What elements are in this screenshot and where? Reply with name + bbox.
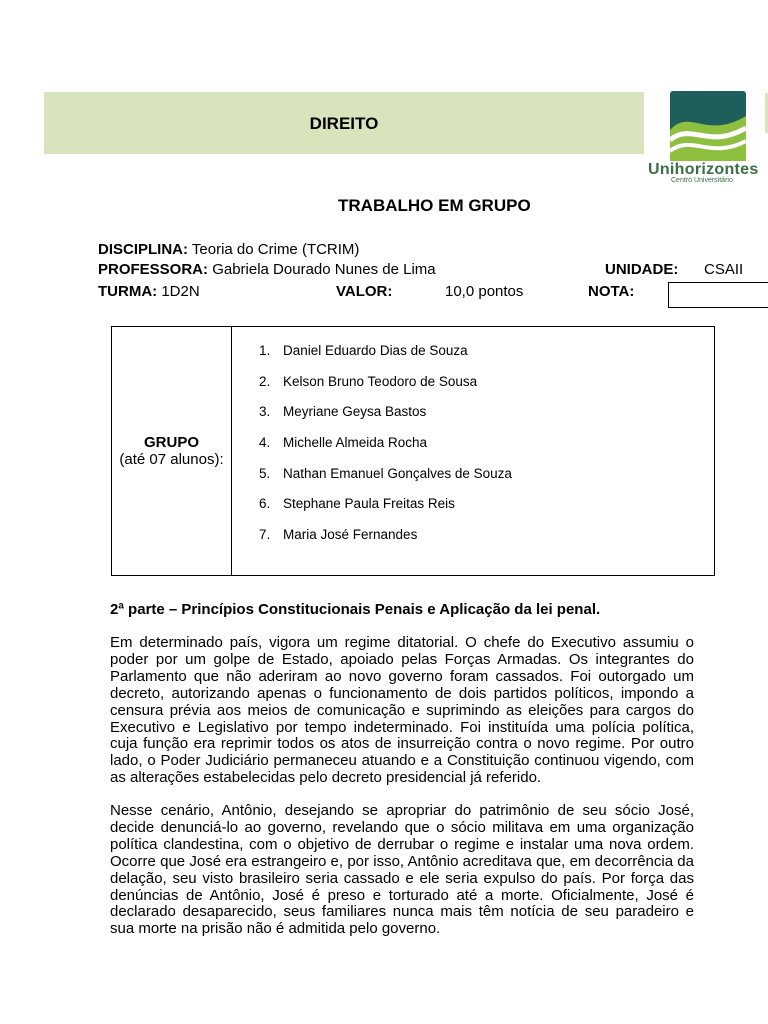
member-list: [259, 343, 512, 558]
paragraph-2: Nesse cenário, Antônio, desejando se apropriar do patrimônio de seu sócio José, decide denunciá-lo ao governo, revelando que o sócio militava em uma organização política clandestina, com o objetivo de derrubar o regime e instalar uma nova ordem. Ocorre que José era estrangeiro e, por isso, Antônio acreditava que, em decorrência da delação, seu visto brasileiro seria cassado e ele seria expulso do país. Por força das denúncias de Antônio, José é preso e torturado até a morte. Oficialmente, José é declarado desaparecido, seus familiares nunca mais têm notícia de seu paradeiro e sua morte na prisão não é admitida pelo governo.: [110, 802, 694, 938]
turma-label: TURMA:: [98, 283, 158, 300]
professora-value: Gabriela Dourado Nunes de Lima: [212, 261, 436, 278]
disciplina-row: [98, 241, 359, 258]
professora-label: PROFESSORA:: [98, 261, 209, 278]
nota-label: NOTA:: [588, 283, 635, 300]
nota-field[interactable]: [668, 282, 768, 308]
disciplina-value: Teoria do Crime (TCRIM): [191, 241, 360, 258]
group-table: [111, 326, 715, 576]
list-item: 2. Kelson Bruno Teodoro de Sousa: [259, 373, 478, 389]
turma-row: [98, 283, 200, 300]
table-divider: [231, 327, 232, 575]
paragraph-1: Em determinado país, vigora um regime ditatorial. O chefe do Executivo assumiu o poder por um golpe de Estado, apoiado pelas Forças Armadas. Os integrantes do Parlamento que não aderiram ao novo governo foram cassados. Foi outorgado um decreto, autorizando apenas o funcionamento de dois partidos políticos, impondo a censura prévia aos meios de comunicação e suprimindo as eleições para cargos do Executivo e Legislativo por tempo indeterminado. Foi instituída uma polícia política, cuja função era reprimir todos os atos de insurreição contra o novo regime. Por outro lado, o Poder Judiciário permaneceu atuando e a Constituição continuou vigendo, com as alterações estabelecidas pelo decreto presidencial já referido.: [110, 634, 694, 787]
unidade-value: CSAII: [704, 261, 744, 278]
logo-subtitle: Centro Universitário: [671, 177, 733, 184]
header-banner: [44, 92, 644, 154]
group-label: GRUPO: [143, 434, 199, 451]
group-sublabel: (até 07 alunos):: [119, 451, 224, 468]
logo-text: Unihorizontes: [648, 161, 759, 178]
group-label-cell: [112, 434, 231, 468]
list-item: 7. Maria José Fernandes: [259, 527, 418, 543]
turma-value: 1D2N: [161, 283, 200, 300]
valor-value: 10,0 pontos: [445, 283, 524, 300]
professora-row: [98, 261, 436, 278]
list-item: 1. Daniel Eduardo Dias de Souza: [259, 343, 468, 358]
valor-label: VALOR:: [336, 283, 393, 300]
unidade-label: UNIDADE:: [605, 261, 679, 278]
list-item: 5. Nathan Emanuel Gonçalves de Souza: [259, 465, 512, 481]
banner-title: DIREITO: [309, 114, 379, 133]
list-item: 6. Stephane Paula Freitas Reis: [259, 496, 455, 512]
disciplina-label: DISCIPLINA:: [98, 241, 188, 258]
list-item: 4. Michelle Almeida Rocha: [259, 435, 428, 451]
section-heading: 2ª parte – Princípios Constitucionais Penais e Aplicação da lei penal.: [110, 601, 601, 618]
list-item: 3. Meyriane Geysa Bastos: [259, 404, 427, 420]
document-title: TRABALHO EM GRUPO: [338, 196, 531, 215]
